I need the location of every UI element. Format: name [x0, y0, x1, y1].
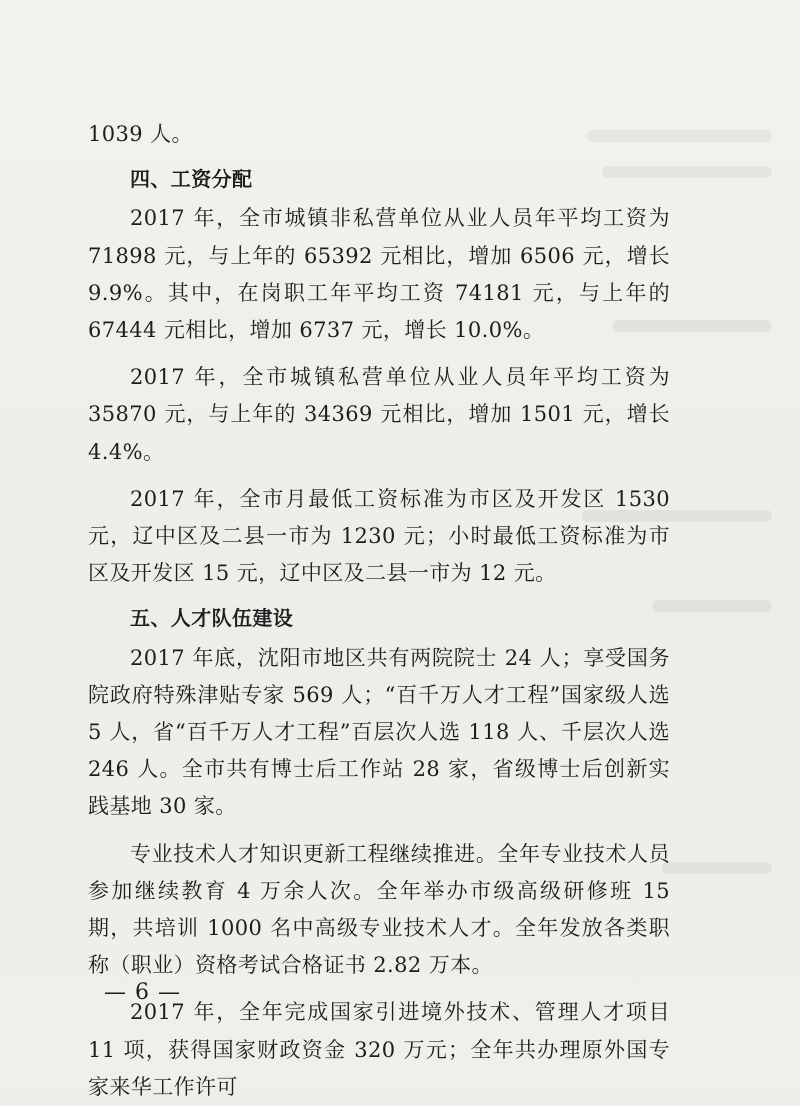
document-body: [88, 116, 670, 1106]
wages-paragraph-3: 2017 年，全市月最低工资标准为市区及开发区 1530 元，辽中区及二县一市为 1230 元；小时最低工资标准为市区及开发区 15 元，辽中区及二县一市为 12 元。: [88, 486, 670, 586]
show-through-mark: [652, 600, 772, 612]
wages-paragraph-2: 2017 年，全市城镇私营单位从业人员年平均工资为 35870 元，与上年的 34369 元相比，增加 1501 元，增长 4.4%。: [88, 365, 670, 464]
show-through-mark: [662, 862, 772, 874]
talent-paragraph-3: 2017 年，全年完成国家引进境外技术、管理人才项目 11 项，获得国家财政资金 320 万元；全年共办理原外国专家来华工作许可: [88, 1000, 670, 1099]
talent-paragraph-2: 专业技术人才知识更新工程继续推进。全年专业技术人员参加继续教育 4 万余人次。全年举办市级高级研修班 15 期，共培训 1000 名中高级专业技术人才。全年发放各类职称（职业）资格考试合格证书 2.82 万本。: [88, 841, 670, 978]
section-heading-talent: 五、人才队伍建设: [130, 606, 294, 631]
section-heading-wages: 四、工资分配: [130, 167, 253, 192]
opening-line: 1039 人。: [88, 122, 193, 146]
wages-paragraph-1: 2017 年，全市城镇非私营单位从业人员年平均工资为 71898 元，与上年的 65392 元相比，增加 6506 元，增长 9.9%。其中，在岗职工年平均工资 74181 元，与上年的 67444 元相比，增加 6737 元，增长 10.0%。: [88, 206, 670, 343]
page-number: — 6 —: [104, 980, 181, 1005]
talent-paragraph-1: 2017 年底，沈阳市地区共有两院院士 24 人；享受国务院政府特殊津贴专家 569 人；“百千万人才工程”国家级人选 5 人，省“百千万人才工程”百层次人选 118 人、千层次人选 246 人。全市共有博士后工作站 28 家，省级博士后创新实践基地 30 家。: [88, 645, 670, 819]
